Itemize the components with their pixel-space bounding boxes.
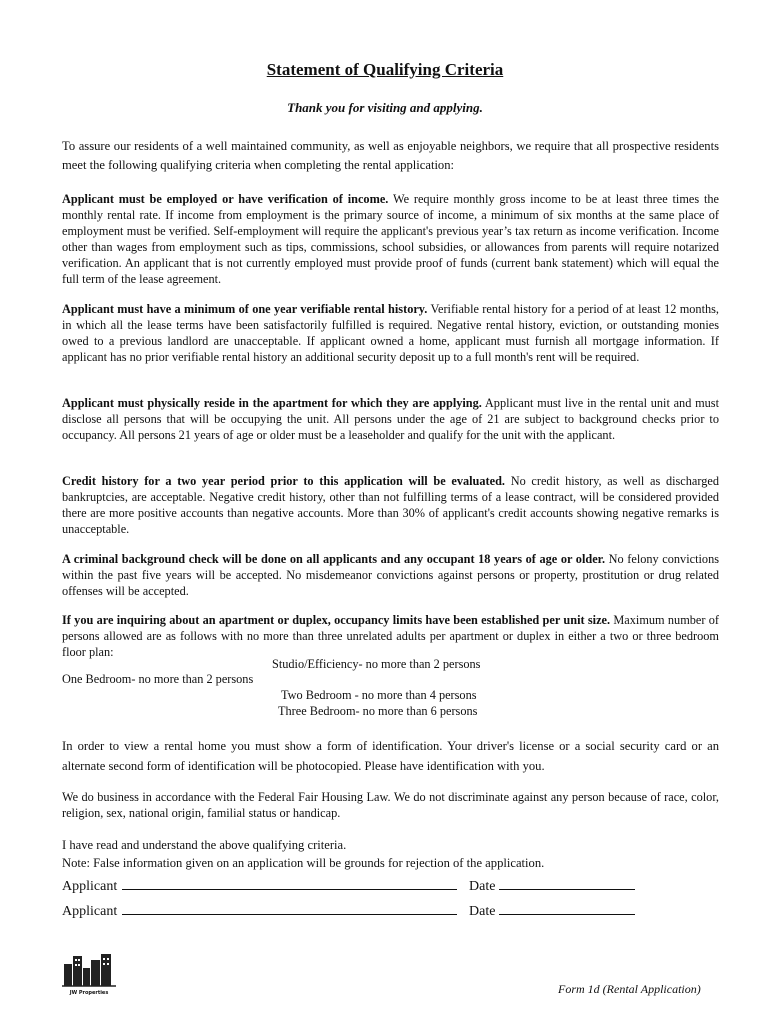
applicant-signature-field[interactable] bbox=[122, 876, 457, 890]
applicant-label: Applicant bbox=[62, 879, 118, 894]
criteria-body: Maximum number of persons allowed are as follows with no more than three unrelated adults per apartment or duplex in either a two or three bedroom floor plan: bbox=[62, 613, 720, 659]
date-field[interactable] bbox=[499, 901, 635, 915]
criteria-body: No credit history, as well as discharged bankruptcies, are acceptable. Negative credit history, other than not fulfilling terms of a lease contract, will be considered provided there are more positive accounts than negative accounts. More than 30% of applicant's credit accounts showing negative remarks is unacceptable. bbox=[62, 474, 719, 536]
form-footer: Form 1d (Rental Application) bbox=[558, 982, 701, 996]
fair-housing-paragraph: We do business in accordance with the Federal Fair Housing Law. We do not discriminate against any person because of race, color, religion, sex, national origin, familial status or handicap. bbox=[62, 790, 719, 820]
logo-text: JW Properties bbox=[69, 990, 109, 996]
criteria-heading: A criminal background check will be done on all applicants and any occupant 18 years of age or older. bbox=[62, 552, 606, 566]
signature-row bbox=[62, 876, 635, 895]
intro-paragraph: To assure our residents of a well maintained community, as well as enjoyable neighbors, we require that all prospective residents meet the following qualifying criteria when completing the rental application: bbox=[62, 139, 719, 172]
occupancy-studio: Studio/Efficiency- no more than 2 persons bbox=[272, 657, 481, 671]
criteria-body: Verifiable rental history for a period of at least 12 months, in which all the lease terms have been satisfactorily fulfilled is required. Negative rental history, eviction, or outstanding monies owed to a previous landlord are unacceptable. If applicant owned a home, applicant must furnish all mortgage information. If applicant has no prior verifiable rental history an additional security deposit up to a full month's rent will be required. bbox=[62, 302, 719, 364]
page-title: Statement of Qualifying Criteria bbox=[266, 60, 504, 79]
page-subtitle: Thank you for visiting and applying. bbox=[287, 100, 483, 115]
applicant-label: Applicant bbox=[62, 904, 118, 919]
criteria-heading: Applicant must be employed or have verification of income. bbox=[62, 192, 389, 206]
criteria-body: We require monthly gross income to be at least three times the monthly rental rate. If income from employment is the primary source of income, a minimum of six months at the same place of employment must be verified. Self-employment will require the applicant's previous year’s tax return as income verification. Income other than wages from employment such as tips, commissions, school subsidies, or allowances from parents will require notarized verification. An applicant that is not currently employed must provide proof of funds (current bank statement) which will equal the full term of the lease agreement. bbox=[62, 192, 719, 286]
criteria-body: No felony convictions within the past five years will be accepted. No misdemeanor convictions against persons or property, prostitution or drug related offenses will be accepted. bbox=[62, 552, 719, 598]
date-label: Date bbox=[469, 879, 496, 894]
criteria-residency bbox=[62, 395, 719, 443]
occupancy-three-bedroom: Three Bedroom- no more than 6 persons bbox=[278, 704, 478, 718]
occupancy-two-bedroom: Two Bedroom - no more than 4 persons bbox=[281, 688, 477, 702]
buildings-icon bbox=[62, 950, 116, 990]
company-logo bbox=[62, 950, 116, 996]
note-line: Note: False information given on an application will be grounds for rejection of the application. bbox=[62, 856, 545, 870]
signature-row bbox=[62, 901, 635, 920]
criteria-heading: Credit history for a two year period prior to this application will be evaluated. bbox=[62, 474, 505, 488]
criteria-credit bbox=[62, 473, 719, 537]
applicant-signature-field[interactable] bbox=[122, 901, 457, 915]
acknowledgement bbox=[62, 836, 719, 872]
criteria-heading: Applicant must have a minimum of one year verifiable rental history. bbox=[62, 302, 428, 316]
criteria-heading: Applicant must physically reside in the apartment for which they are applying. bbox=[62, 396, 482, 410]
criteria-rental-history bbox=[62, 301, 719, 365]
criteria-heading: If you are inquiring about an apartment or duplex, occupancy limits have been established per unit size. bbox=[62, 613, 611, 627]
criteria-income bbox=[62, 191, 719, 287]
date-label: Date bbox=[469, 904, 496, 919]
criteria-occupancy bbox=[62, 612, 719, 660]
identification-paragraph: In order to view a rental home you must show a form of identification. Your driver's license or a social security card or an alternate second form of identification will be photocopied. Please have identification with you. bbox=[62, 739, 719, 773]
criteria-criminal bbox=[62, 551, 719, 599]
occupancy-one-bedroom: One Bedroom- no more than 2 persons bbox=[62, 672, 254, 686]
criteria-body: Applicant must live in the rental unit and must disclose all persons that will be occupying the unit. All persons under the age of 21 are subject to background checks prior to occupancy. All persons 21 years of age or older must be a leaseholder and qualify for the unit with the applicant. bbox=[62, 396, 719, 442]
acknowledge-line: I have read and understand the above qualifying criteria. bbox=[62, 838, 347, 852]
date-field[interactable] bbox=[499, 876, 635, 890]
